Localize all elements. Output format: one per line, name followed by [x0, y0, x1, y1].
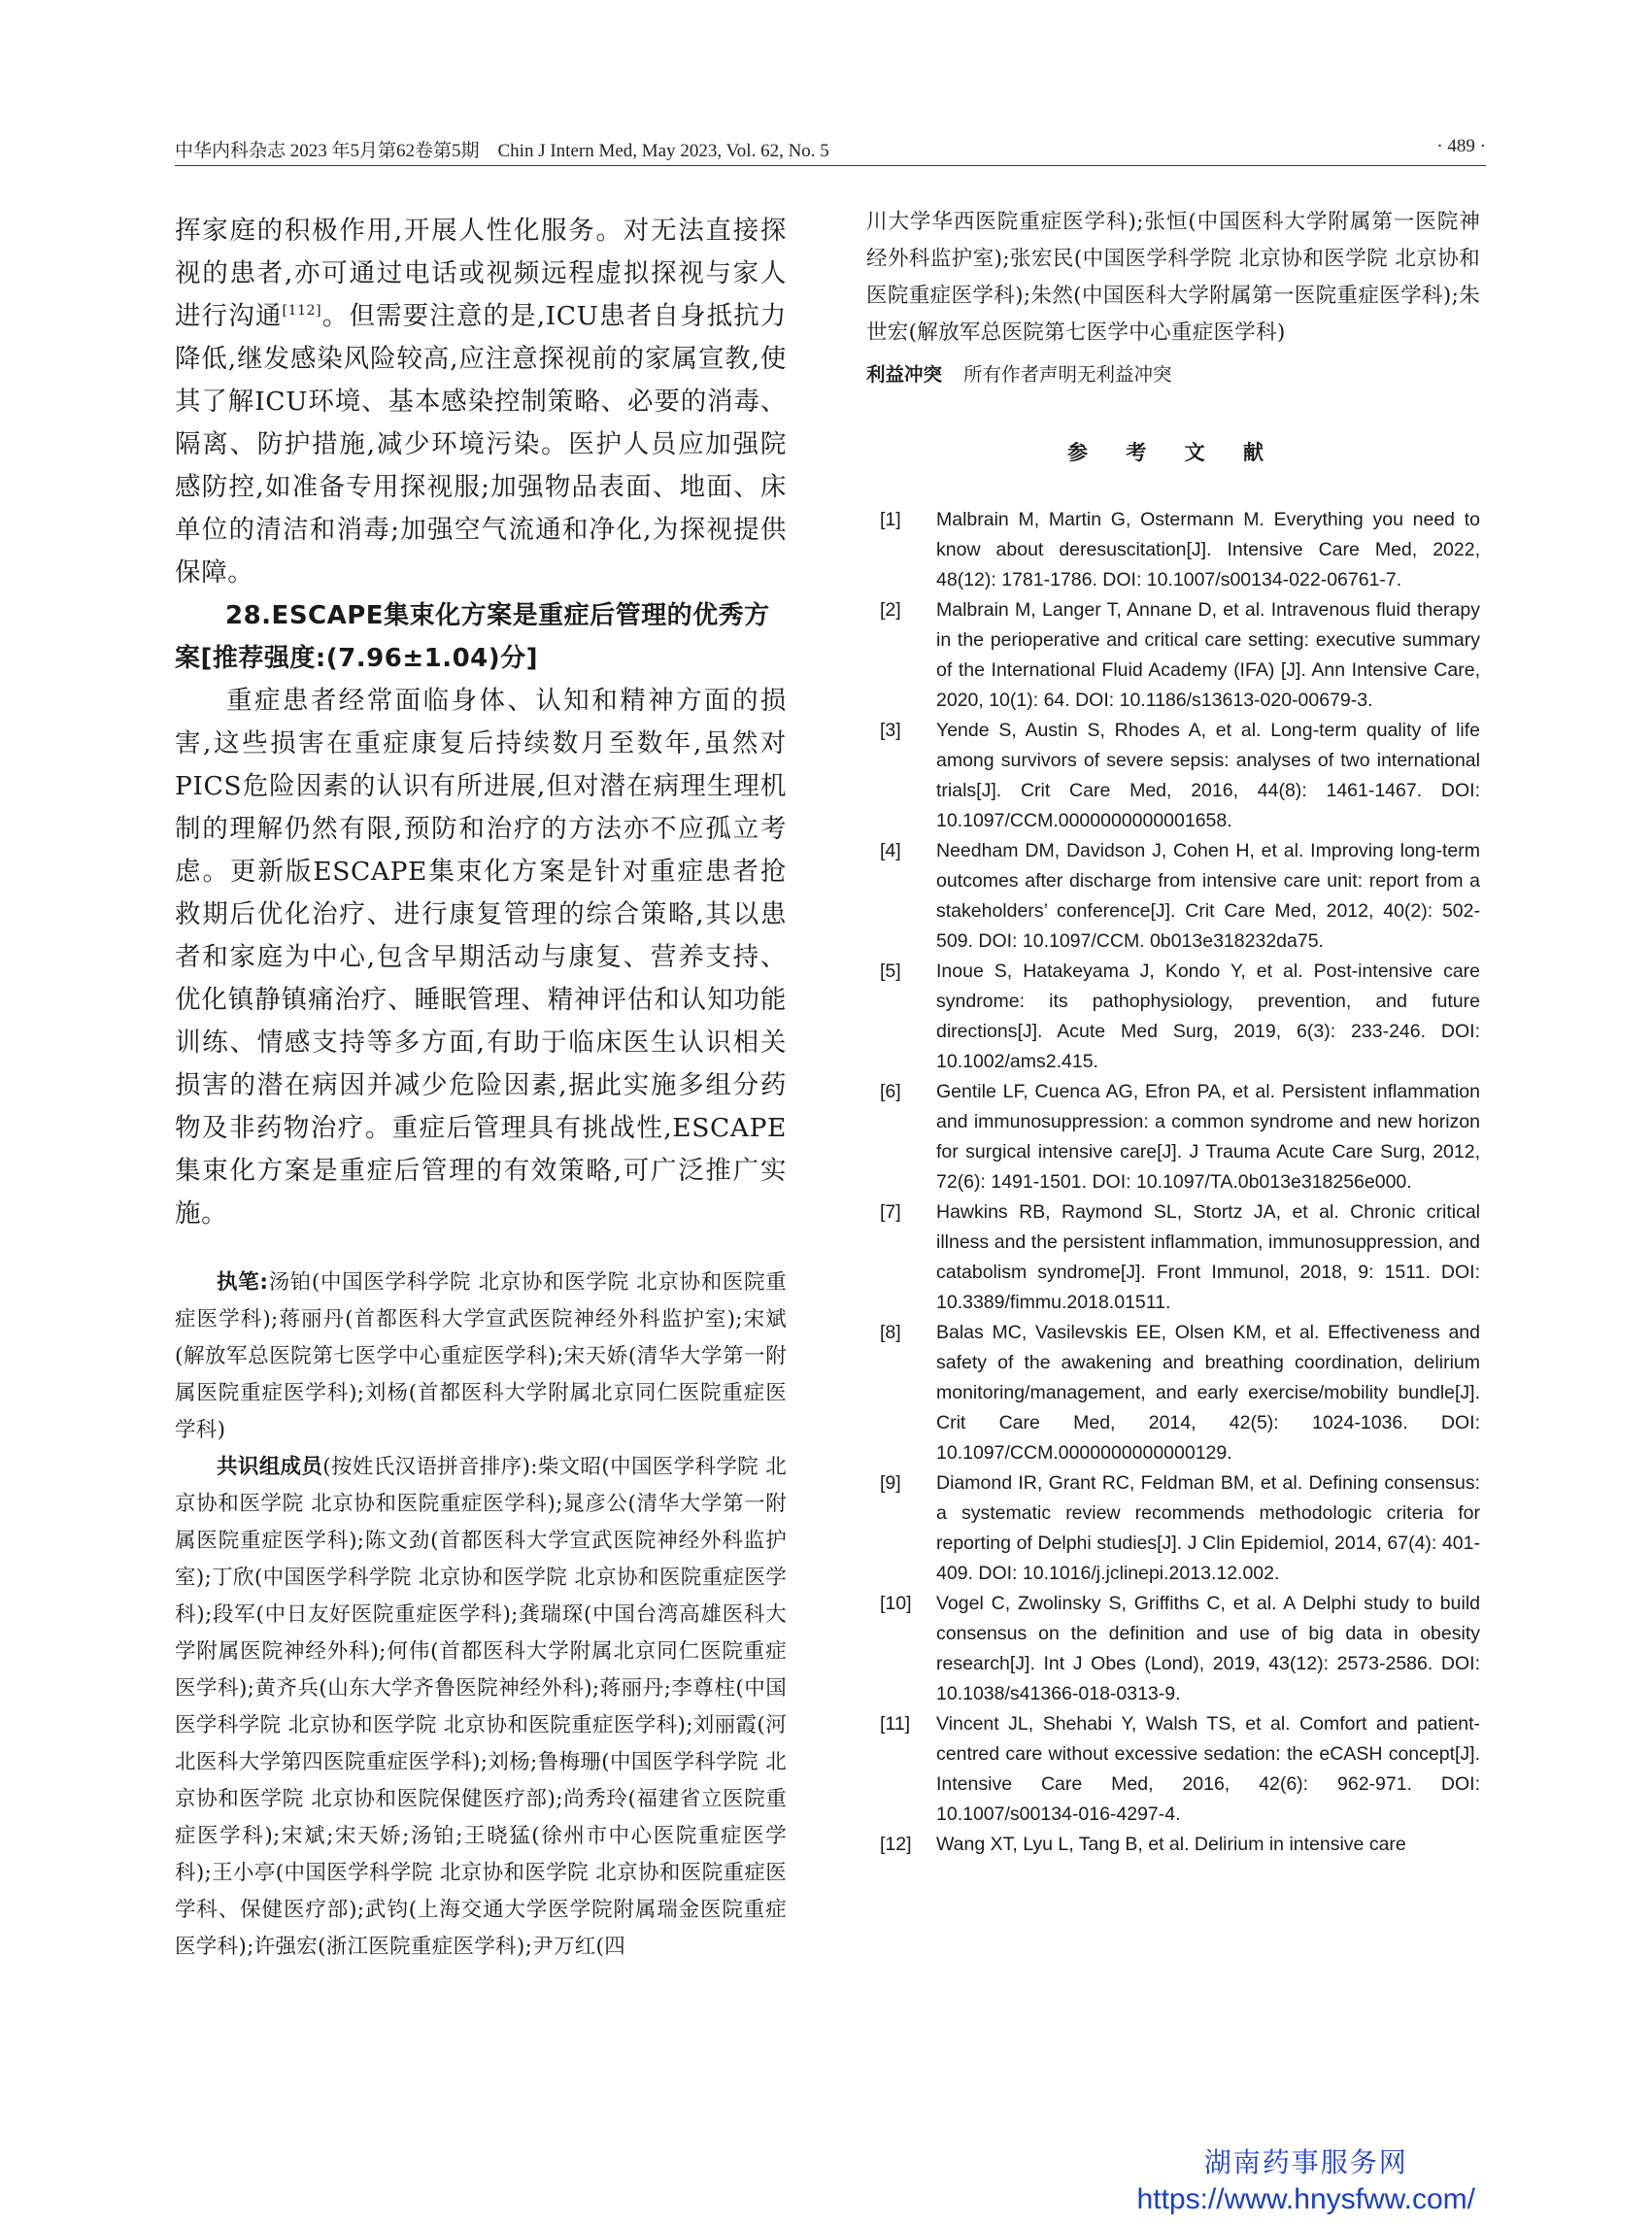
reference-text: Malbrain M, Langer T, Annane D, et al. Intravenous fluid therapy in the perioperative and critical care setting: executive summary of the International Fluid Academy (IFA) [J]. Ann Intensive Care, 2020, 10(1): 64. DOI: 10.1186/s13613-020-00679-3.: [936, 599, 1480, 711]
writers-paragraph: [175, 1264, 787, 1449]
reference-list: [866, 505, 1480, 1860]
writers-label: 执笔:: [217, 1270, 269, 1295]
reference-number: [11]: [880, 1713, 911, 1735]
running-header: [175, 132, 1486, 163]
reference-number: [5]: [880, 961, 901, 982]
reference-number: [4]: [880, 840, 901, 861]
right-column: [866, 204, 1480, 1860]
reference-text: Vogel C, Zwolinsky S, Griffiths C, et al. A Delphi study to build consensus on the definition and use of big data in obesity research[J]. Int J Obes (Lond), 2019, 43(12): 2573-2586. DOI: 10.1038/s41366-018-0313-9.: [936, 1593, 1480, 1704]
reference-text: Needham DM, Davidson J, Cohen H, et al. Improving long-term outcomes after discharge from intensive care unit: report from a stakeholders’ conference[J]. Crit Care Med, 2012, 40(2): 502-509. DOI: 10.1097/CCM. 0b013e318232da75.: [936, 840, 1480, 952]
reference-item: [866, 957, 1480, 1077]
reference-number: [8]: [880, 1322, 901, 1343]
writers-text: 汤铂(中国医学科学院 北京协和医学院 北京协和医院重症医学科);蒋丽丹(首都医科大学宣武医院神经外科监护室);宋斌(解放军总医院第七医学中心重症医学科);宋天娇(清华大学第一附属医院重症医学科);刘杨(首都医科大学附属北京同仁医院重症医学科): [175, 1270, 788, 1442]
members-paragraph: [175, 1449, 787, 1966]
reference-item: [866, 1589, 1480, 1709]
reference-text: Yende S, Austin S, Rhodes A, et al. Long-term quality of life among survivors of severe sepsis: analyses of two international trials[J]. Crit Care Med, 2016, 44(8): 1461-1467. DOI: 10.1097/CCM.0000000000001658.: [936, 720, 1480, 831]
references-title: 参 考 文 献: [1067, 441, 1279, 464]
reference-item: [866, 1709, 1480, 1830]
reference-text: Vincent JL, Shehabi Y, Walsh TS, et al. Comfort and patient-centred care without excessive sedation: the eCASH concept[J]. Intensive Care Med, 2016, 42(6): 962-971. DOI: 10.1007/s00134-016-4297-4.: [936, 1713, 1480, 1825]
reference-number: [12]: [880, 1834, 912, 1855]
reference-item: [866, 1318, 1480, 1468]
reference-text: Balas MC, Vasilevskis EE, Olsen KM, et al. Effectiveness and safety of the awakening and breathing coordination, delirium monitoring/management, and early exercise/mobility bundle[J]. Crit Care Med, 2014, 42(5): 1024-1036. DOI: 10.1097/CCM.0000000000000129.: [936, 1322, 1480, 1464]
reference-text: Hawkins RB, Raymond SL, Stortz JA, et al. Chronic critical illness and the persistent inflammation, immunosuppression, and catabolism syndrome[J]. Front Immunol, 2018, 9: 1511. DOI: 10.3389/fimmu.2018.01511.: [936, 1201, 1480, 1313]
page-number: · 489 ·: [1436, 136, 1486, 156]
paragraph-escape: 重症患者经常面临身体、认知和精神方面的损害,这些损害在重症康复后持续数月至数年,虽然对PICS危险因素的认识有所进展,但对潜在病理生理机制的理解仍然有限,预防和治疗的方法亦不应孤立考虑。更新版ESCAPE集束化方案是针对重症患者抢救期后优化治疗、进行康复管理的综合策略,其以患者和家庭为中心,包含早期活动与康复、营养支持、优化镇静镇痛治疗、睡眠管理、精神评估和认知功能训练、情感支持等多方面,有助于临床医生认识相关损害的潜在病因并减少危险因素,据此实施多组分药物及非药物治疗。重症后管理具有挑战性,ESCAPE集束化方案是重症后管理的有效策略,可广泛推广实施。: [175, 686, 787, 1229]
conflict-label: 利益冲突: [866, 363, 943, 386]
paragraph-visitation: 挥家庭的积极作用,开展人性化服务。对无法直接探视的患者,亦可通过电话或视频远程虚拟探视与家人进行沟通[112]。但需要注意的是,ICU患者自身抵抗力降低,继发感染风险较高,应注意探视前的家属宣教,使其了解ICU环境、基本感染控制策略、必要的消毒、隔离、防护措施,减少环境污染。医护人员应加强院感防控,如准备专用探视服;加强物品表面、地面、床单位的清洁和消毒;加强空气流通和净化,为探视提供保障。: [175, 216, 787, 588]
reference-text: Malbrain M, Martin G, Ostermann M. Everything you need to know about deresuscitation[J]. Intensive Care Med, 2022, 48(12): 1781-1786. DOI: 10.1007/s00134-022-06761-7.: [936, 509, 1480, 590]
reference-item: [866, 1468, 1480, 1589]
members-label: 共识组成员: [217, 1455, 323, 1479]
citation-superscript: [112]: [282, 303, 322, 320]
reference-number: [6]: [880, 1081, 901, 1102]
section-heading-28: 28.ESCAPE集束化方案是重症后管理的优秀方案[推荐强度:(7.96±1.04)分]: [175, 601, 770, 673]
conflict-of-interest: [866, 357, 1480, 392]
reference-item: [866, 1830, 1480, 1860]
reference-item: [866, 505, 1480, 595]
reference-item: [866, 836, 1480, 957]
reference-text: Inoue S, Hatakeyama J, Kondo Y, et al. Post-intensive care syndrome: its pathophysiology, prevention, and future directions[J]. Acute Med Surg, 2019, 6(3): 233-246. DOI: 10.1002/ams2.415.: [936, 961, 1480, 1072]
left-column: [175, 210, 787, 1966]
reference-number: [10]: [880, 1593, 912, 1614]
reference-text: Gentile LF, Cuenca AG, Efron PA, et al. Persistent inflammation and immunosuppression: a common syndrome and new horizon for surgical intensive care[J]. J Trauma Acute Care Surg, 2012, 72(6): 1491-1501. DOI: 10.1097/TA.0b013e318256e000.: [936, 1081, 1480, 1193]
reference-item: [866, 716, 1480, 836]
watermark[interactable]: [1137, 2144, 1475, 2218]
reference-item: [866, 1077, 1480, 1197]
conflict-text: 所有作者声明无利益冲突: [963, 363, 1172, 386]
reference-item: [866, 1197, 1480, 1318]
watermark-url-link[interactable]: https://www.hnysfww.com/: [1136, 2183, 1475, 2215]
watermark-site-name: 湖南药事服务网: [1203, 2147, 1408, 2177]
reference-text: Wang XT, Lyu L, Tang B, et al. Delirium in intensive care: [936, 1834, 1406, 1855]
reference-item: [866, 595, 1480, 716]
members-continuation: 川大学华西医院重症医学科);张恒(中国医科大学附属第一医院神经外科监护室);张宏民(中国医学科学院 北京协和医学院 北京协和医院重症医学科);朱然(中国医科大学附属第一医院重症医学科);朱世宏(解放军总医院第七医学中心重症医学科): [866, 210, 1480, 345]
reference-number: [9]: [880, 1472, 901, 1494]
reference-number: [3]: [880, 720, 901, 741]
reference-number: [2]: [880, 599, 901, 621]
reference-text: Diamond IR, Grant RC, Feldman BM, et al. Defining consensus: a systematic review recommends methodologic criteria for reporting of Delphi studies[J]. J Clin Epidemiol, 2014, 67(4): 401-409. DOI: 10.1016/j.jclinepi.2013.12.002.: [936, 1472, 1480, 1584]
reference-number: [7]: [880, 1201, 901, 1223]
journal-citation: 中华内科杂志 2023 年5月第62卷第5期 Chin J Intern Med, May 2023, Vol. 62, No. 5: [175, 141, 829, 161]
reference-number: [1]: [880, 509, 901, 530]
header-rule: [175, 165, 1486, 166]
members-text: (按姓氏汉语拼音排序):柴文昭(中国医学科学院 北京协和医学院 北京协和医院重症医学科);晁彦公(清华大学第一附属医院重症医学科);陈文劲(首都医科大学宣武医院神经外科监护室);丁欣(中国医学科学院 北京协和医学院 北京协和医院重症医学科);段军(中日友好医院重症医学科);龚瑞琛(中国台湾高雄医科大学附属医院神经外科);何伟(首都医科大学附属北京同仁医院重症医学科);黄齐兵(山东大学齐鲁医院神经外科);蒋丽丹;李尊柱(中国医学科学院 北京协和医学院 北京协和医院重症医学科);刘丽霞(河北医科大学第四医院重症医学科);刘杨;鲁梅珊(中国医学科学院 北京协和医学院 北京协和医院保健医疗部);尚秀玲(福建省立医院重症医学科);宋斌;宋天娇;汤铂;王晓猛(徐州市中心医院重症医学科);王小亭(中国医学科学院 北京协和医学院 北京协和医院重症医学科、保健医疗部);武钧(上海交通大学医学院附属瑞金医院重症医学科);许强宏(浙江医院重症医学科);尹万红(四: [175, 1455, 787, 1959]
